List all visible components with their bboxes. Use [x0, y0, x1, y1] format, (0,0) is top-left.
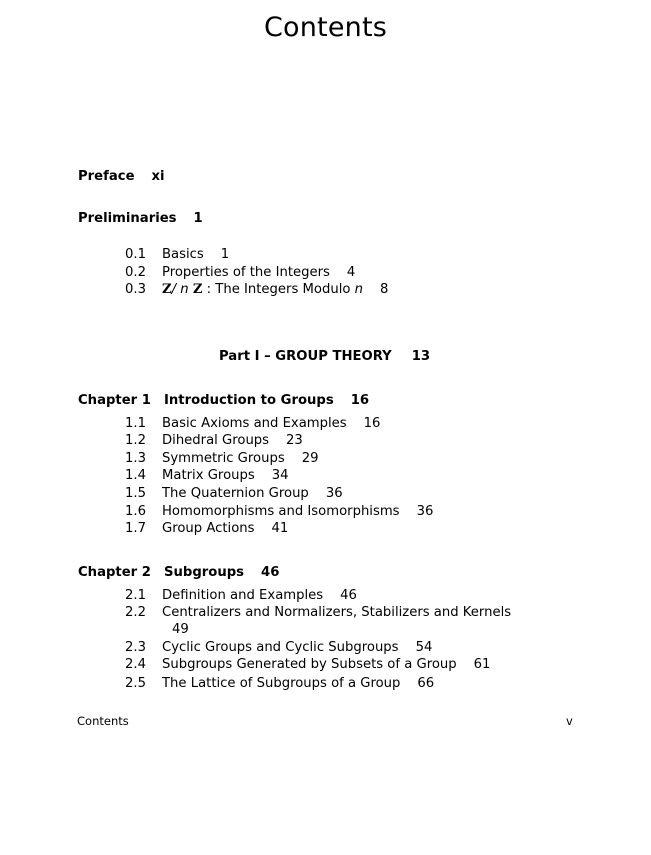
toc-section-1-6[interactable] [125, 503, 433, 521]
section-page: 34 [271, 468, 289, 483]
chapter-page: 16 [350, 393, 370, 408]
mod-n-symbol: / n [171, 282, 193, 297]
chapter-page: 46 [261, 565, 280, 580]
section-title: Centralizers and Normalizers, Stabilizers and Kernels [162, 605, 512, 620]
integers-symbol: Z [192, 282, 203, 297]
toc-section-1-2[interactable] [125, 432, 303, 450]
section-number: 1.2 [125, 433, 146, 448]
toc-section-1-7[interactable] [125, 520, 288, 538]
section-page: 46 [340, 588, 357, 603]
section-number: 1.4 [125, 468, 146, 483]
toc-section-2-1[interactable] [125, 587, 357, 605]
section-page: 8 [379, 282, 389, 297]
section-number: 2.3 [125, 640, 146, 655]
section-number: 2.4 [125, 657, 146, 672]
section-page: 16 [363, 416, 381, 431]
section-page: 61 [473, 657, 491, 672]
part-title: Part I – GROUP THEORY [219, 349, 392, 364]
section-title: Definition and Examples [162, 588, 324, 603]
chapter-label: Chapter 1 [78, 393, 151, 408]
section-title: Matrix Groups [162, 468, 255, 483]
section-number: 0.1 [125, 247, 146, 262]
section-number: 2.1 [125, 588, 146, 603]
toc-section-1-4[interactable] [125, 467, 289, 485]
toc-section-1-3[interactable] [125, 450, 318, 468]
toc-section-0-3[interactable] [125, 281, 388, 299]
section-number: 1.3 [125, 451, 146, 466]
section-title: Homomorphisms and Isomorphisms [162, 504, 400, 519]
entry-page: 1 [193, 211, 203, 226]
section-page: 66 [417, 676, 435, 691]
toc-section-1-1[interactable] [125, 415, 380, 433]
entry-title: Preface [78, 169, 135, 184]
part-page: 13 [411, 349, 431, 364]
page-number-footer: v [566, 714, 573, 728]
chapter-label: Chapter 2 [78, 565, 151, 580]
toc-part-1[interactable] [219, 348, 430, 366]
entry-page: xi [151, 169, 165, 184]
section-page: 1 [220, 247, 230, 262]
toc-section-2-4[interactable] [125, 656, 490, 674]
section-title: Basics [162, 247, 204, 262]
toc-entry-preliminaries[interactable] [78, 210, 203, 228]
section-number: 1.1 [125, 416, 146, 431]
running-footer-left: Contents [77, 714, 129, 728]
section-page: 36 [325, 486, 343, 501]
toc-section-0-1[interactable] [125, 246, 229, 264]
section-title: Cyclic Groups and Cyclic Subgroups [162, 640, 399, 655]
section-number: 0.3 [125, 282, 146, 297]
section-page: 41 [271, 521, 289, 536]
section-page: 36 [416, 504, 434, 519]
section-title: : The Integers Modulo [202, 282, 355, 297]
toc-section-2-2[interactable] [125, 604, 511, 622]
toc-section-2-5[interactable] [125, 675, 434, 693]
chapter-title: Introduction to Groups [164, 393, 334, 408]
section-number: 1.7 [125, 521, 146, 536]
section-page: 29 [301, 451, 319, 466]
section-number: 2.5 [125, 676, 146, 691]
section-number: 1.5 [125, 486, 146, 501]
toc-section-2-3[interactable] [125, 639, 432, 657]
section-title: The Lattice of Subgroups of a Group [162, 676, 401, 691]
toc-entry-preface[interactable] [78, 168, 165, 186]
section-title: Symmetric Groups [162, 451, 285, 466]
page-title: Contents [263, 12, 388, 43]
toc-section-1-5[interactable] [125, 485, 343, 503]
toc-chapter-1[interactable] [78, 392, 369, 410]
section-title: Subgroups Generated by Subsets of a Group [162, 657, 457, 672]
section-title: Group Actions [162, 521, 255, 536]
chapter-title: Subgroups [164, 565, 245, 580]
section-title: Basic Axioms and Examples [162, 416, 347, 431]
entry-title: Preliminaries [78, 211, 177, 226]
section-title: The Quaternion Group [162, 486, 309, 501]
section-title-n: n [354, 282, 363, 297]
section-page: 23 [286, 433, 303, 448]
section-title: Properties of the Integers [162, 265, 330, 280]
section-page: 4 [346, 265, 356, 280]
section-number: 2.2 [125, 605, 146, 620]
section-page-wrapped: 49 [172, 622, 189, 637]
toc-section-0-2[interactable] [125, 264, 355, 282]
section-title: Dihedral Groups [162, 433, 270, 448]
section-page: 54 [415, 640, 433, 655]
toc-chapter-2[interactable] [78, 564, 279, 582]
section-number: 1.6 [125, 504, 146, 519]
integers-symbol: Z [162, 282, 172, 297]
section-number: 0.2 [125, 265, 146, 280]
